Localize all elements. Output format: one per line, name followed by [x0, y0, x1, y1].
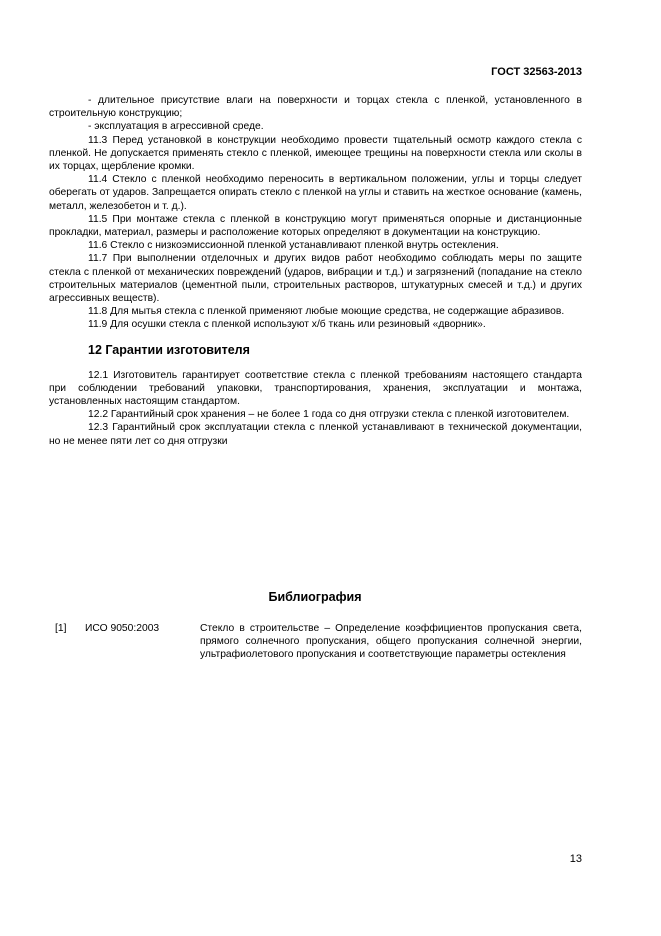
standard-code: ГОСТ 32563-2013 — [491, 66, 582, 78]
section-heading: 12 Гарантии изготовителя — [88, 342, 250, 357]
bibliography-title: Библиография — [268, 590, 362, 604]
page-number: 13 — [569, 853, 582, 865]
bibliography-number: [1] — [55, 623, 67, 634]
paragraph: 12.1 Изготовитель гарантирует соответствие стекла с пленкой требованиям настоящего стандарта при соблюдении требований упаковки, транспортирования, хранения, эксплуатации и монтажа, установленных настоящим стандартом. — [49, 369, 582, 408]
paragraph: 11.6 Стекло с низкоэмиссионной пленкой устанавливают пленкой внутрь остекления. — [88, 240, 499, 252]
paragraph: - длительное присутствие влаги на поверхности и торцах стекла с пленкой, установленного в строительную конструкцию; — [49, 95, 582, 120]
paragraph: 11.5 При монтаже стекла с пленкой в конструкцию могут применяться опорные и дистанционные прокладки, материал, размеры и расположение которых определяют в документации на конструкцию. — [49, 213, 582, 239]
paragraph: 12.3 Гарантийный срок эксплуатации стекла с пленкой устанавливают в технической документации, но не менее пяти лет со дня отгрузки — [49, 422, 582, 447]
bibliography-description: Стекло в строительстве – Определение коэффициентов пропускания света, прямого солнечного пропускания, общего пропускания солнечной энергии, ультрафиолетового пропускания и соответствующие параметры остекления — [200, 623, 582, 661]
paragraph: 11.3 Перед установкой в конструкции необходимо провести тщательный осмотр каждого стекла с пленкой. Не допускается применять стекло с пленкой, имеющее трещины на поверхности стекла или сколы в их торцах, щербление кромки. — [49, 134, 582, 173]
paragraph: - эксплуатация в агрессивной среде. — [88, 121, 264, 133]
body-text — [49, 94, 582, 448]
paragraph: 11.8 Для мытья стекла с пленкой применяют любые моющие средства, не содержащие абразивов. — [88, 306, 565, 318]
paragraph: 11.9 Для осушки стекла с пленкой используют х/б ткань или резиновый «дворник». — [88, 319, 486, 331]
paragraph: 12.2 Гарантийный срок хранения – не более 1 года со дня отгрузки стекла с пленкой изготовителем. — [88, 409, 570, 421]
paragraph: 11.7 При выполнении отделочных и других видов работ необходимо соблюдать меры по защите стекла с пленкой от механических повреждений (ударов, вибрации и т.д.) и загрязнений (попадание на стекло строительных материалов (цементной пыли, строительных растворов, штукатурных смесей и т.д.) и других агрессивных веществ). — [49, 253, 582, 305]
paragraph: 11.4 Стекло с пленкой необходимо переносить в вертикальном положении, углы и торцы следует оберегать от ударов. Запрещается опирать стекло с пленкой на углы и ставить на жесткое основание (камень, металл, железобетон и т. д.). — [49, 174, 582, 212]
bibliography-code: ИСО 9050:2003 — [85, 623, 160, 634]
